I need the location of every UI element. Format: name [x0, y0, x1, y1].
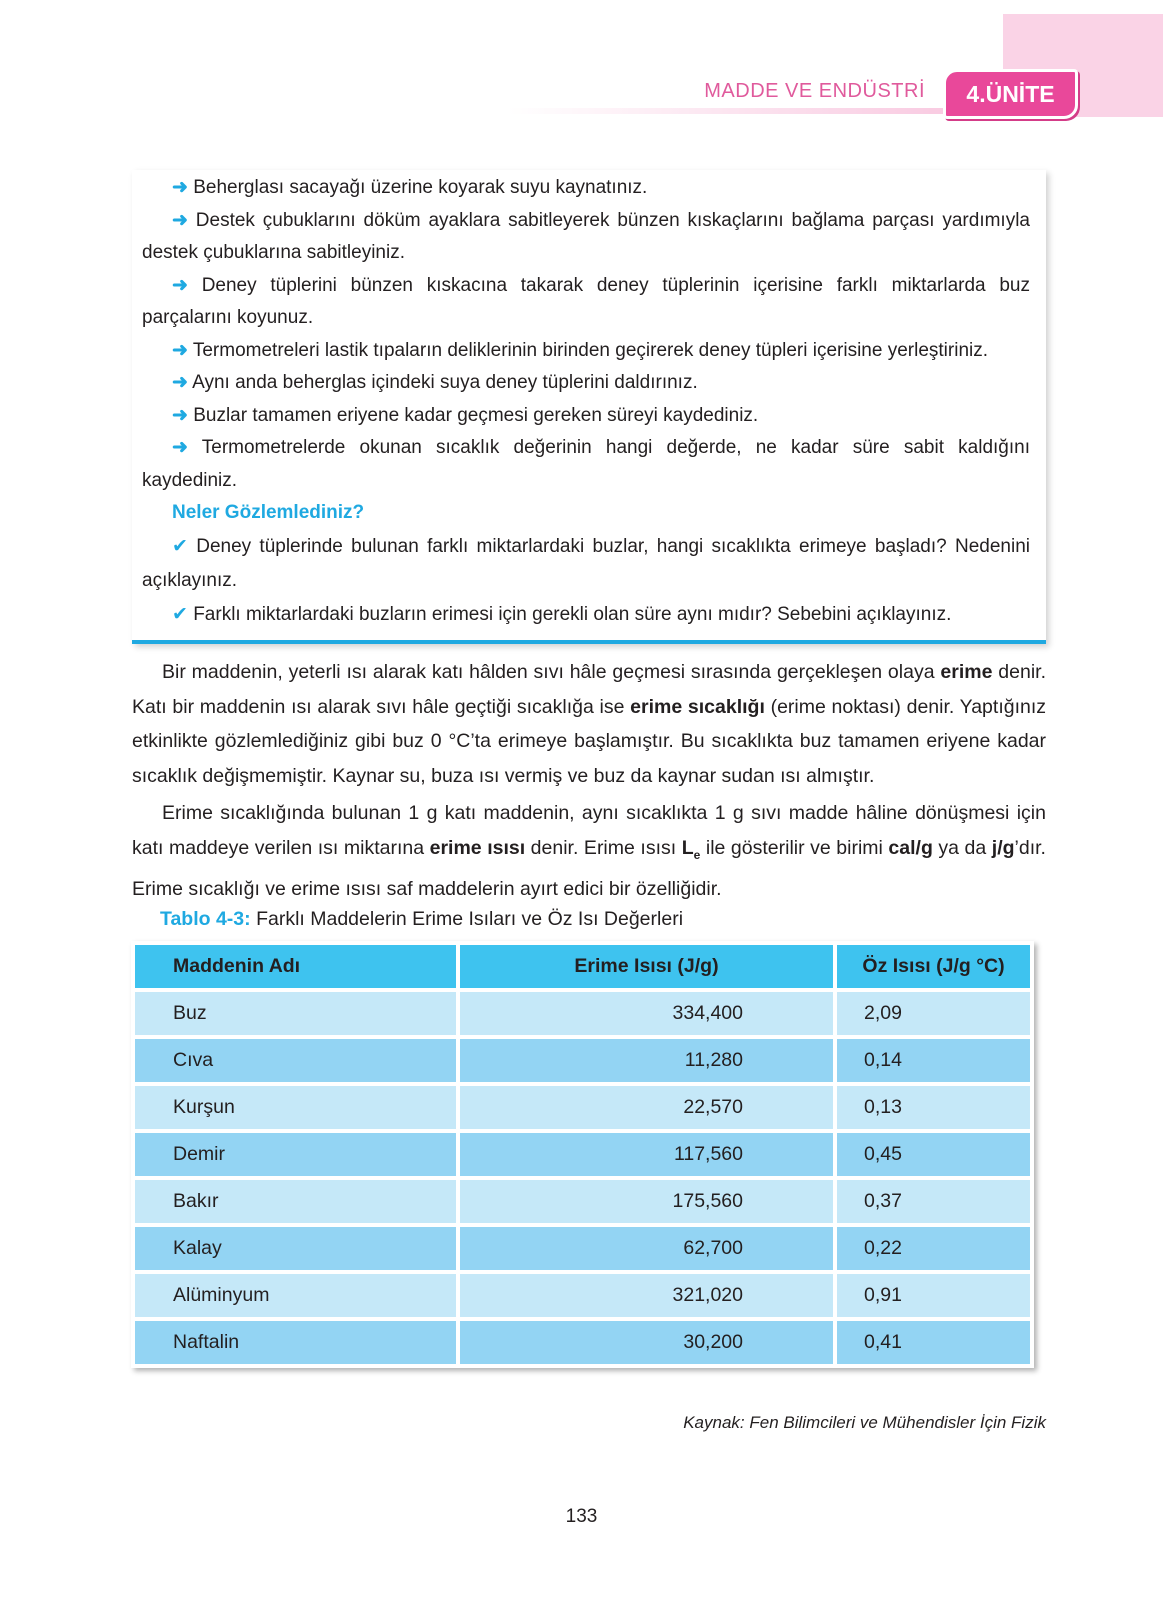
table-cell: Bakır: [135, 1180, 456, 1223]
activity-step: ➜ Aynı anda beherglas içindeki suya deney tüplerini daldırınız.: [172, 372, 698, 393]
arrow-icon: ➜: [172, 437, 188, 458]
table-cell: 334,400: [460, 992, 833, 1035]
table-cell: 175,560: [460, 1180, 833, 1223]
arrow-icon: ➜: [172, 209, 188, 231]
activity-box: [132, 170, 1046, 644]
unit-badge: 4.ÜNİTE: [943, 69, 1078, 119]
observation-question: ✔ Farklı miktarlardaki buzların erimesi için gerekli olan süre aynı mıdır? Sebebini açıklayınız.: [172, 603, 952, 625]
table-cell: 22,570: [460, 1086, 833, 1129]
arrow-icon: ➜: [172, 274, 188, 296]
table-row: [135, 1274, 1030, 1317]
table-caption: [160, 908, 683, 931]
table-header-row: [135, 945, 1030, 988]
table-cell: 117,560: [460, 1133, 833, 1176]
page-number: 133: [565, 1506, 598, 1527]
arrow-icon: ➜: [172, 404, 188, 426]
table-row: [135, 1227, 1030, 1270]
table-cell: 30,200: [460, 1321, 833, 1364]
table-cell: 0,91: [837, 1274, 1030, 1317]
table-cell: 0,13: [837, 1086, 1030, 1129]
table-cell: 0,41: [837, 1321, 1030, 1364]
table-cell: 0,45: [837, 1133, 1030, 1176]
observation-title: Neler Gözlemlediniz?: [172, 502, 365, 523]
check-icon: ✔: [172, 603, 188, 625]
activity-step: ➜ Buzlar tamamen eriyene kadar geçmesi gereken süreyi kaydediniz.: [172, 404, 759, 426]
table-cell: Cıva: [135, 1039, 456, 1082]
table-header-cell: Öz Isısı (J/g °C): [837, 945, 1030, 988]
table-header-cell: Maddenin Adı: [135, 945, 456, 988]
table-source: Kaynak: Fen Bilimcileri ve Mühendisler İçin Fizik: [683, 1413, 1046, 1432]
paragraph-erime: Bir maddenin, yeterli ısı alarak katı hâlden sıvı hâle geçmesi sırasında gerçekleşen olaya erime denir. Katı bir maddenin ısı alarak sıvı hâle geçtiği sıcaklığa ise erime sıcaklığı (erime noktası) denir. Yaptığınız etkinlikte gözlemlediğiniz gibi buz 0 °C’ta erimeye başlamıştır. Bu sıcaklıkta buz tamamen eriyene kadar sıcaklık değişmemiştir. Kaynar su, buza ısı vermiş ve buz da kaynar sudan ısı almıştır.: [132, 661, 1047, 787]
check-icon: ✔: [172, 535, 188, 557]
table-row: [135, 992, 1030, 1035]
arrow-icon: ➜: [172, 339, 188, 361]
table-cell: Demir: [135, 1133, 456, 1176]
table-row: [135, 1086, 1030, 1129]
table-row: [135, 1321, 1030, 1364]
arrow-icon: ➜: [172, 177, 188, 198]
table-header-cell: Erime Isısı (J/g): [460, 945, 833, 988]
table-cell: Kalay: [135, 1227, 456, 1270]
table-cell: Kurşun: [135, 1086, 456, 1129]
activity-step: ➜ Destek çubuklarını döküm ayaklara sabitleyerek bünzen kıskaçlarını bağlama parçası yardımıyla destek çubuklarına sabitleyiniz.: [142, 209, 1030, 263]
table-cell: 2,09: [837, 992, 1030, 1035]
section-title: MADDE VE ENDÜSTRİ: [704, 80, 925, 102]
activity-step: ➜ Termometreleri lastik tıpaların deliklerinin birinden geçirerek deney tüpleri içerisine yerleştiriniz.: [172, 339, 989, 361]
observation-question: ✔ Deney tüplerinde bulunan farklı miktarlardaki buzlar, hangi sıcaklıkta erimeye başladı? Nedenini açıklayınız.: [142, 535, 1031, 591]
paragraph-erime-isisi: Erime sıcaklığında bulunan 1 g katı maddenin, aynı sıcaklıkta 1 g sıvı madde hâline dönüşmesi için katı maddeye verilen ısı miktarına erime ısısı denir. Erime ısısı $L_e$ ile gösterilir ve birimi cal/g ya da j/g’dır. Erime sıcaklığı ve erime ısısı saf maddelerin ayırt edici bir özelliğidir.: [132, 802, 1046, 900]
table-cell: Alüminyum: [135, 1274, 456, 1317]
table-cell: Buz: [135, 992, 456, 1035]
table-row: [135, 1180, 1030, 1223]
activity-step: ➜ Beherglası sacayağı üzerine koyarak suyu kaynatınız.: [172, 177, 648, 198]
table-cell: 62,700: [460, 1227, 833, 1270]
arrow-icon: ➜: [172, 372, 188, 393]
body-text: [132, 655, 1046, 909]
table-cell: 0,22: [837, 1227, 1030, 1270]
table-caption-label: Tablo 4-3:: [160, 908, 251, 930]
table-row: [135, 1133, 1030, 1176]
table-cell: Naftalin: [135, 1321, 456, 1364]
table-cell: 11,280: [460, 1039, 833, 1082]
table-row: [135, 1039, 1030, 1082]
table-cell: 0,14: [837, 1039, 1030, 1082]
table-cell: 0,37: [837, 1180, 1030, 1223]
table-cell: 321,020: [460, 1274, 833, 1317]
data-table: [131, 941, 1034, 1368]
activity-step: ➜ Deney tüplerini bünzen kıskacına takarak deney tüplerinin içerisine farklı miktarlarda buz parçalarını koyunuz.: [142, 274, 1030, 328]
activity-step: ➜ Termometrelerde okunan sıcaklık değerinin hangi değerde, ne kadar süre sabit kaldığını kaydediniz.: [142, 437, 1030, 491]
table-caption-text: Farklı Maddelerin Erime Isıları ve Öz Isı Değerleri: [250, 908, 684, 930]
